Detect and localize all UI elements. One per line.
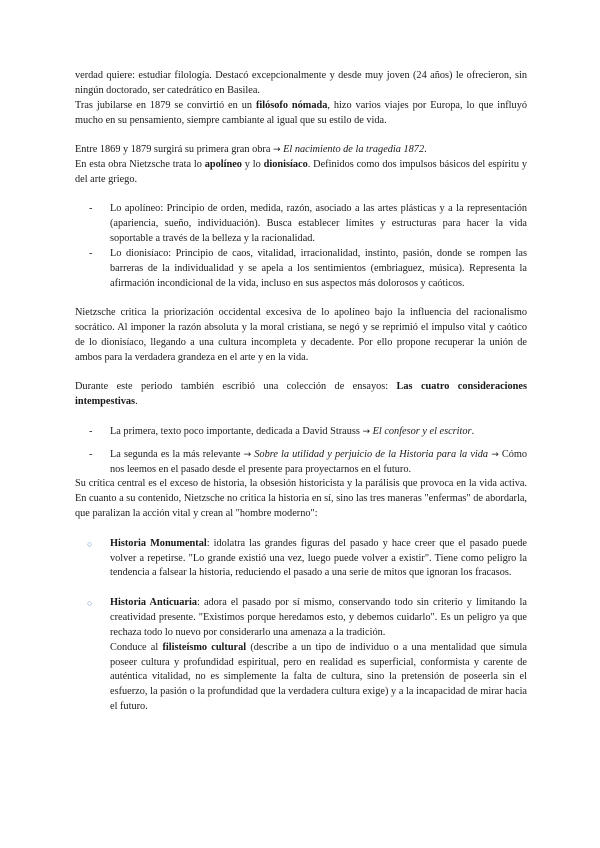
- paragraph-critica-historia: Su crítica central es el exceso de historia, la obsesión historicista y la parálisis que provoca en la vida activa. En cuanto a su contenido, Nietzsche no critica la historia en sí, sino las tres maneras "enfermas" de abordarla, que paralizan la acción vital y crean al "hombre moderno":: [75, 478, 527, 520]
- list-historia-monumental: [75, 537, 527, 582]
- list-item: ○ Historia Monumental: idolatra las grandes figuras del pasado y hace creer que el pasado puede volver a repetirse. "Lo grande existió una vez, luego puede volver a existir". Tiene como peligro la tendencia a falsear la historia, reduciendo el pasado a una serie de mitos que ignoran los fracasos.: [87, 537, 527, 579]
- circle-bullet-icon: ○: [87, 597, 93, 608]
- bold-term: Historia Monumental: [110, 537, 207, 549]
- arrow-right-icon: →: [491, 449, 499, 460]
- bold-term: filósofo nómada: [255, 99, 328, 111]
- paragraph-filisteismo: Conduce al filisteísmo cultural (describe a un tipo de individuo o a una mentalidad que simula poseer cultura y profundidad espiritual, pero en realidad es superficial, conformista y carente de auténtica vitalidad, no es simplemente la falta de cultura, sino la pretensión de poseerla sin el esfuerzo, la pasión o la profundidad que la verdadera cultura exige) y a la incapacidad de mirar hacia el futuro.: [110, 641, 527, 713]
- paragraph-apolineo-dionisiaco: En esta obra Nietzsche trata lo apolíneo y lo dionisíaco. Definidos como dos impulsos básicos del espíritu y del arte griego.: [75, 159, 527, 185]
- list-item: - La primera, texto poco importante, dedicada a David Strauss → El confesor y el escritor.: [75, 425, 527, 440]
- list-item: - Lo apolíneo: Principio de orden, medida, razón, asociado a las artes plásticas y a la representación (apariencia, sueño, individuación). Busca establecer límites y estructuras para hacer la vida soportable a través de la belleza y la racionalidad.: [89, 203, 527, 245]
- dash-bullet: -: [89, 448, 93, 460]
- paragraph-consideraciones: Durante este periodo también escribió una colección de ensayos: Las cuatro consideraciones intempestivas.: [75, 381, 527, 408]
- book-title: El confesor y el escritor: [372, 425, 472, 437]
- document-page: [75, 69, 527, 715]
- list-consideraciones-1: [75, 425, 527, 440]
- bold-term: Las cuatro consideraciones intempestivas: [75, 381, 527, 408]
- dash-bullet: -: [89, 425, 93, 437]
- circle-bullet-icon: ○: [87, 538, 93, 549]
- list-impulsos: [75, 202, 527, 291]
- dash-bullet: -: [89, 248, 93, 260]
- bold-term: filisteísmo cultural: [162, 641, 247, 653]
- list-consideraciones-2: [75, 448, 527, 478]
- paragraph-critica-apolineo: Nietzsche critica la priorización occidental excesiva de lo apolíneo bajo la influencia del racionalismo socrático. Al imponer la razón absoluta y la moral cristiana, se negó y se reprimió el impulso vital y caótico de lo dionisíaco, llegando a una cultura incompleta y decadente. Por ello propone recuperar la unión de ambos para la verdadera grandeza en el arte y en la vida.: [75, 307, 527, 363]
- bold-term: apolíneo: [204, 159, 242, 171]
- bold-term: dionisíaco: [263, 159, 308, 171]
- paragraph-filologia: verdad quiere: estudiar filología. Destacó excepcionalmente y desde muy joven (24 años) le ofrecieron, sin ningún doctorado, ser catedrático en Basilea.: [75, 70, 527, 96]
- paragraph-filosofo-nomada: Tras jubilarse en 1879 se convirtió en un filósofo nómada, hizo varios viajes por Europa, lo que influyó mucho en su pensamiento, siempre cambiante al igual que su estilo de vida.: [75, 99, 527, 126]
- paragraph-primera-obra: Entre 1869 y 1879 surgirá su primera gran obra → El nacimiento de la tragedia 1872.: [75, 144, 427, 156]
- book-title: El nacimiento de la tragedia 1872: [283, 144, 425, 156]
- bold-term: Historia Anticuaria: [110, 596, 198, 608]
- arrow-right-icon: →: [272, 145, 281, 156]
- arrow-right-icon: →: [362, 426, 371, 437]
- list-item: - La segunda es la más relevante → Sobre la utilidad y perjuicio de la Historia para la vida → Cómo nos leemos en el pasado desde el presente para proyectarnos en el futuro.: [89, 448, 528, 475]
- list-item: - Lo dionisíaco: Principio de caos, vitalidad, irracionalidad, instinto, pasión, donde se rompen las barreras de la individualidad y se apela a los sentimientos (embriaguez, música). Representa la afirmación incondicional de la vida, incluso en sus aspectos más dolorosos y caóticos.: [89, 248, 527, 289]
- list-item: ○ Historia Anticuaria: adora el pasado por sí mismo, conservando todo sin criterio y limitando la creatividad presente. "Existimos porque heredamos esto, y debemos cuidarlo". Es un peligro ya que rechaza todo lo nuevo por considerarlo una amenaza a la tradición.: [87, 596, 527, 638]
- arrow-right-icon: →: [243, 449, 252, 460]
- list-historia-anticuaria: [75, 596, 527, 641]
- dash-bullet: -: [89, 203, 93, 215]
- book-title: Sobre la utilidad y perjuicio de la Historia para la vida: [254, 448, 489, 460]
